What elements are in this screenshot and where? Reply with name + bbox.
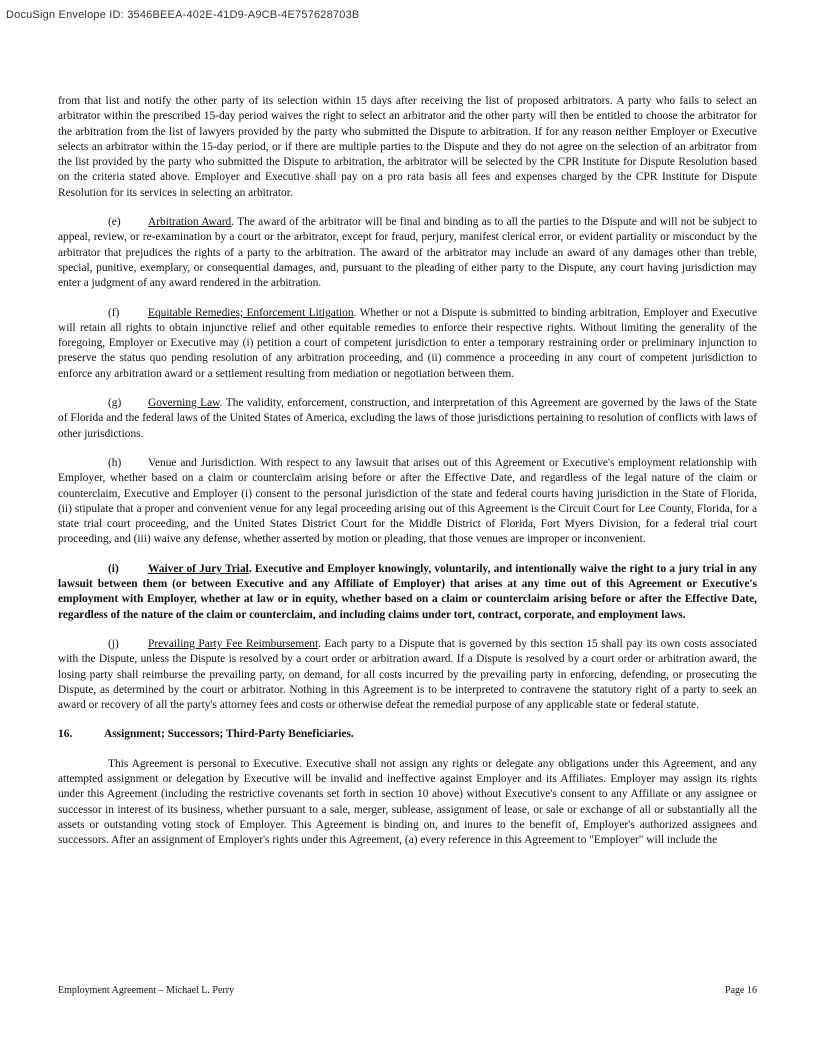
section-16-paragraph: This Agreement is personal to Executive. Executive shall not assign any rights or delegate any obligations under this Agreement, and any attempted assignment or delegation by Executive will be invalid and ineffective against Employer and its Affiliates. Employer may assign its rights under this Agreement (including the restrictive covenants set forth in section 10 above) without Executive's consent to any Affiliate or any assignee or successor in interest of its business, whether pursuant to a sale, merger, sublease, assignment of lease, or sale or exchange of all or substantially all the assets or outstanding voting stock of Employer. This Agreement is binding on, and inures to the benefit of, Employer's authorized assignees and successors. After an assignment of Employer's rights under this Agreement, (a) every reference in this Agreement to "Employer" will include the: [58, 757, 757, 847]
paragraph-g: [58, 396, 757, 442]
section-16-title: Assignment; Successors; Third-Party Beneficiaries.: [104, 728, 354, 741]
paragraph-h-text: Venue and Jurisdiction. With respect to any lawsuit that arises out of this Agreement or Executive's employment relationship with Employer, whether based on a claim or counterclaim arising before or after the Effective Date, and regardless of the legal nature of the claim or counterclaim, Executive and Employer (i) consent to the personal jurisdiction of the state and federal courts having jurisdiction in the State of Florida, (ii) stipulate that a proper and convenient venue for any legal proceeding arising out of this Agreement is the Circuit Court for Lee County, Florida, for a state trial court proceeding, and the United States District Court for the Middle District of Florida, Fort Myers Division, for a federal trial court proceeding, and (iii) waive any defense, whether asserted by motion or pleading, that those venues are improper or inconvenient.: [58, 456, 757, 546]
paragraph-e-text: . The award of the arbitrator will be final and binding as to all the parties to the Dispute and will not be subject to appeal, review, or re-examination by a court or the arbitrator, except for fraud, perjury, manifest clerical error, or evident partiality or misconduct by the arbitrator that prejudices the rights of a party to the arbitration. The award of the arbitrator may include an award of any damages other than treble, special, punitive, exemplary, or consequential damages, and, pursuant to the pleading of either party to the Dispute, any court having jurisdiction may enter a judgment of any award rendered in the arbitration.: [58, 216, 757, 290]
paragraph-e: [58, 215, 757, 291]
footer-page-number: Page 16: [725, 985, 757, 996]
paragraph-e-label: (e): [108, 216, 121, 229]
docusign-envelope-id: DocuSign Envelope ID: 3546BEEA-402E-41D9-A9CB-4E757628703B: [6, 9, 360, 21]
paragraph-e-heading: Arbitration Award: [148, 216, 232, 229]
paragraph-f: [58, 306, 757, 382]
paragraph-j-heading: Prevailing Party Fee Reimbursement: [148, 637, 319, 650]
paragraph-g-heading: Governing Law: [148, 397, 220, 410]
paragraph-j-text: . Each party to a Dispute that is governed by this section 15 shall pay its own costs associated with the Dispute, unless the Dispute is resolved by a court order or arbitration award. If a Dispute is resolved by a court order or arbitration award, the losing party shall reimburse the prevailing party, on demand, for all costs incurred by the prevailing party in enforcing, defending, or prosecuting the Dispute, as determined by the court or arbitrator. Nothing in this Agreement is to be interpreted to contravene the statutory right of a party to seek an award or recovery of all the party's attorney fees and costs or otherwise defeat the remedial purpose of any applicable state or federal statute.: [58, 637, 757, 712]
section-16-number: 16.: [58, 728, 73, 741]
paragraph-j: [58, 637, 757, 713]
document-body: [58, 94, 757, 862]
section-16-heading: [58, 727, 757, 742]
paragraph-i-text: . Executive and Employer knowingly, voluntarily, and intentionally waive the right to a jury trial in any lawsuit between them (or between Executive and any Affiliate of Employer) that arises at any time out of this Agreement or Executive's employment with Employer, whether at law or in equity, whether based on a claim or counterclaim arising before or after the Effective Date, regardless of the nature of the claim or counterclaim, and including claims under tort, contract, corporate, and employment laws.: [58, 562, 757, 621]
page-footer: [58, 985, 757, 996]
paragraph-h-label: (h): [108, 456, 122, 469]
paragraph-f-label: (f): [108, 306, 120, 319]
paragraph-i-heading: Waiver of Jury Trial: [148, 562, 249, 575]
paragraph-g-label: (g): [108, 397, 122, 410]
paragraph-i-label: (i): [108, 562, 119, 575]
paragraph-i: [58, 562, 757, 623]
carryover-paragraph: from that list and notify the other party of its selection within 15 days after receiving the list of proposed arbitrators. A party who fails to select an arbitrator within the prescribed 15-day period waives the right to select an arbitrator and the other party will then be entitled to choose the arbitrator for the arbitration from the list of lawyers provided by the party who submitted the Dispute to arbitration. If for any reason neither Employer or Executive selects an arbitrator within the 15-day period, or if there are multiple parties to the Dispute and they do not agree on the selection of an arbitrator from the list provided by the party who submitted the Dispute to arbitration, the arbitrator will be selected by the CPR Institute for Dispute Resolution based on the criteria stated above. Employer and Executive shall pay on a pro rata basis all fees and expenses charged by the CPR Institute for Dispute Resolution for its services in selecting an arbitrator.: [58, 95, 757, 199]
paragraph-j-label: (j): [108, 637, 119, 650]
paragraph-f-heading: Equitable Remedies; Enforcement Litigation: [148, 306, 354, 319]
paragraph-g-text: . The validity, enforcement, construction, and interpretation of this Agreement are governed by the laws of the State of Florida and the federal laws of the United States of America, excluding the laws of those jurisdictions pertaining to resolution of conflicts with laws of other jurisdictions.: [58, 397, 757, 440]
footer-document-title: Employment Agreement – Michael L. Perry: [58, 985, 235, 996]
paragraph-h: [58, 456, 757, 548]
paragraph-f-text: . Whether or not a Dispute is submitted to binding arbitration, Employer and Executive will retain all rights to obtain injunctive relief and other equitable remedies to enforce their respective rights. Without limiting the generality of the foregoing, Employer or Executive may (i) petition a court of competent jurisdiction to enter a temporary restraining order or preliminary injunction to preserve the status quo pending resolution of any arbitration proceeding, and (ii) commence a proceeding in any court of competent jurisdiction to enforce any arbitration award or a settlement resulting from mediation or negotiation between them.: [58, 306, 757, 380]
